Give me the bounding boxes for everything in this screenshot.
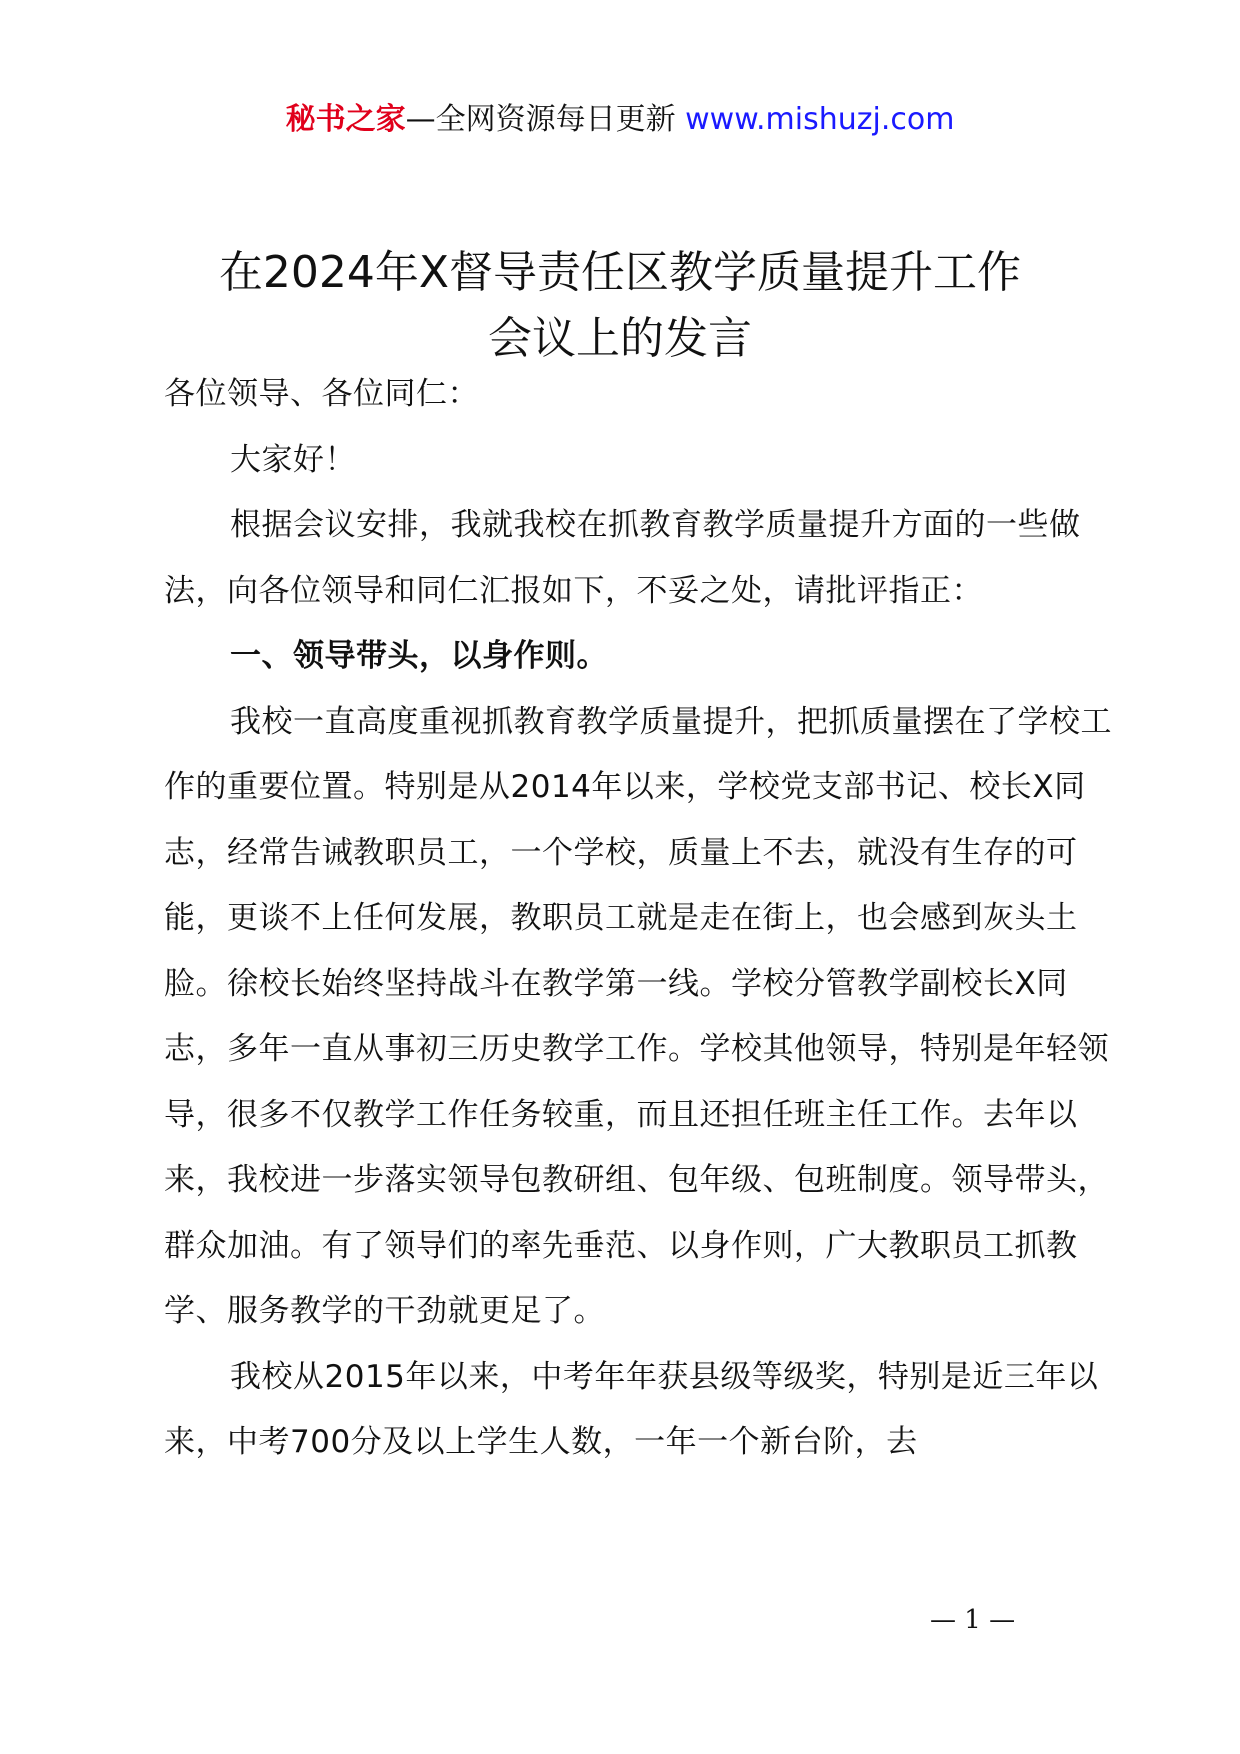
site-slogan: —全网资源每日更新: [405, 102, 676, 137]
greeting: 大家好！: [230, 441, 356, 478]
section-heading-1: 一、领导带头，以身作则。: [230, 638, 608, 674]
site-brand: 秘书之家: [285, 102, 406, 137]
document-title: [0, 240, 1240, 372]
site-header: [0, 100, 1240, 140]
body-paragraph-1: 我校一直高度重视抓教育教学质量提升，把抓质量摆在了学校工作的重要位置。特别是从2014年以来，学校党支部书记、校长X同志，经常告诫教职员工，一个学校，质量上不去，就没有生存的可能，更谈不上任何发展，教职员工就是走在街上，也会感到灰头土脸。徐校长始终坚持战斗在教学第一线。学校分管教学副校长X同志，多年一直从事初三历史教学工作。学校其他领导，特别是年轻领导，很多不仅教学工作任务较重，而且还担任班主任工作。去年以来，我校进一步落实领导包教研组、包年级、包班制度。领导带头，群众加油。有了领导们的率先垂范、以身作则，广大教职员工抓教学、服务教学的干劲就更足了。: [164, 703, 1112, 1329]
site-url-link[interactable]: www.mishuzj.com: [685, 102, 955, 137]
title-line-1: 在2024年X督导责任区教学质量提升工作: [218, 247, 1022, 298]
document-body: [164, 362, 1124, 1476]
page-number: — 1 —: [930, 1605, 1016, 1635]
body-paragraph-2: 我校从2015年以来，中考年年获县级等级奖，特别是近三年以来，中考700分及以上学生人数，一年一个新台阶，去: [164, 1358, 1099, 1460]
intro-paragraph: 根据会议安排，我就我校在抓教育教学质量提升方面的一些做法，向各位领导和同仁汇报如下，不妥之处，请批评指正：: [164, 507, 1081, 609]
salutation: 各位领导、各位同仁：: [164, 376, 479, 412]
title-line-2: 会议上的发言: [488, 313, 752, 364]
